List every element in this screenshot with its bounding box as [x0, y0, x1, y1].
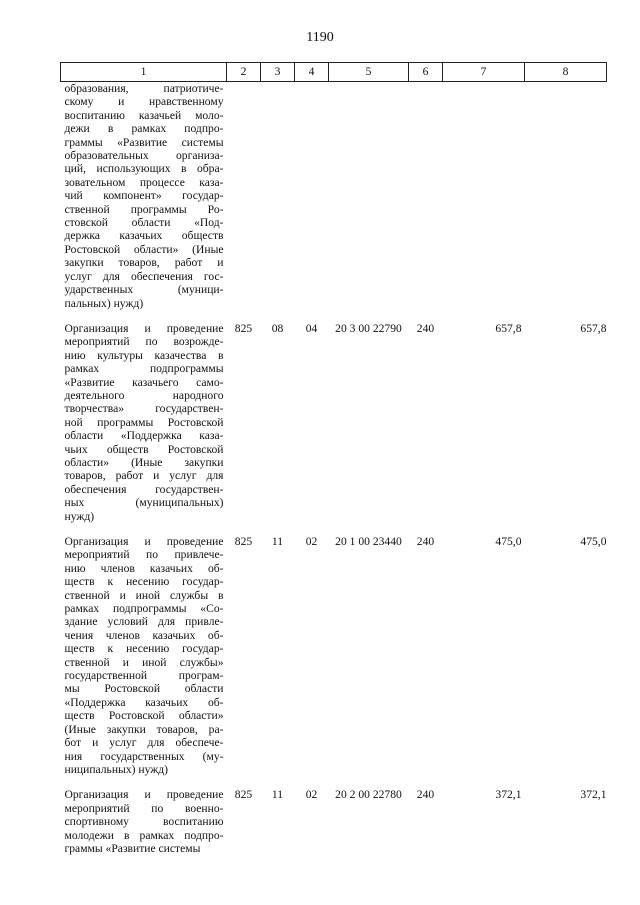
ministry-code-cell: 825 — [234, 535, 253, 548]
row-description — [61, 784, 227, 863]
description-line: области» (Иные закупки — [64, 455, 224, 469]
description-line: области «Поддержка каза- — [64, 429, 224, 443]
description-line: воспитанию казачьей моло- — [64, 108, 224, 122]
description-line: ния государственных (му- — [64, 749, 224, 763]
table-header — [61, 63, 607, 82]
expense-type-cell: 240 — [416, 321, 435, 335]
section-code-cell: 11 — [271, 788, 284, 802]
description-line: мероприятий по военно- — [64, 801, 224, 815]
description-line: нию членов казачьих об- — [64, 561, 224, 575]
description-line: держка казачьих обществ — [64, 229, 224, 243]
amount-cell — [525, 82, 607, 318]
description-line: услуг для обеспечения гос- — [64, 269, 224, 283]
amount-cell: 657,8 — [580, 321, 607, 335]
description-line: ществ к несению государ- — [64, 575, 224, 589]
amount-cell — [443, 82, 525, 318]
description-line: чий компонент» государ- — [64, 189, 224, 203]
description-line: деятельного народного — [64, 388, 224, 402]
description-line: чения членов казачьих об- — [64, 628, 224, 642]
subsection-code-cell: 02 — [305, 788, 318, 802]
description-line: здание условий для привле- — [64, 615, 224, 629]
amount-cell: 475,0 — [495, 535, 522, 548]
subsection-code-cell: 04 — [305, 321, 318, 335]
expense-type-cell: 240 — [416, 535, 435, 548]
description-line: обеспечения государствен- — [64, 482, 224, 496]
description-line: граммы «Развитие системы — [64, 135, 224, 149]
ministry-code-cell: 825 — [234, 788, 253, 802]
target-article-cell: 20 3 00 22790 — [335, 321, 402, 335]
description-line: мероприятий по привлече- — [64, 548, 224, 562]
description-line: зовательном процессе каза- — [64, 175, 224, 189]
subsection-code-cell: 02 — [305, 535, 318, 548]
section-code-cell — [261, 82, 295, 318]
section-code-cell: 11 — [271, 535, 284, 548]
description-line: ственной и иной службы» — [64, 655, 224, 669]
description-line: нию культуры казачества в — [64, 348, 224, 362]
table-row — [61, 531, 607, 784]
row-description — [61, 82, 227, 318]
table-body — [61, 82, 607, 864]
description-line: дежи в рамках подпро- — [64, 122, 224, 136]
description-line: Организация и проведение — [64, 321, 224, 335]
description-line: ственной программы Ро- — [64, 202, 224, 216]
target-article-cell: 20 1 00 23440 — [335, 535, 402, 548]
description-line: рамках подпрограммы — [64, 362, 224, 376]
description-line: граммы «Развитие системы — [64, 841, 201, 855]
expense-type-cell — [409, 82, 443, 318]
description-line: Ростовской области» (Иные — [64, 242, 224, 256]
description-line: ной программы Ростовской — [64, 415, 224, 429]
table-row — [61, 318, 607, 531]
description-line: ций, использующих в обра- — [64, 162, 224, 176]
description-line: ществ Ростовской области» — [64, 709, 224, 723]
description-line: ственной и иной службы в — [64, 588, 224, 602]
ministry-code-cell: 825 — [234, 321, 253, 335]
subsection-code-cell — [295, 82, 329, 318]
column-header: 1 — [61, 63, 227, 82]
description-line: государственной програм- — [64, 669, 224, 683]
target-article-cell: 20 2 00 22780 — [335, 788, 402, 802]
description-line: Организация и проведение — [64, 788, 224, 802]
description-line: ществ к несению государ- — [64, 642, 224, 656]
description-line: ударственных (муници- — [64, 283, 224, 297]
page-number: 1190 — [306, 30, 334, 45]
description-line: закупки товаров, работ и — [64, 256, 224, 270]
description-line: молодежи в рамках подпро- — [64, 828, 224, 842]
description-line: мероприятий по возрожде- — [64, 335, 224, 349]
column-header: 8 — [525, 63, 607, 82]
row-description — [61, 531, 227, 784]
description-line: бот и услуг для обеспече- — [64, 736, 224, 750]
description-line: образования, патриотиче- — [64, 82, 224, 95]
column-header: 7 — [443, 63, 525, 82]
section-code-cell: 08 — [271, 321, 284, 335]
description-line: мы Ростовской области — [64, 682, 224, 696]
description-line: чьих обществ Ростовской — [64, 442, 224, 456]
column-header: 5 — [329, 63, 409, 82]
column-header: 4 — [295, 63, 329, 82]
description-line: ных (муниципальных) — [64, 496, 224, 510]
description-line: «Развитие казачьего само- — [64, 375, 224, 389]
description-line: рамках подпрограммы «Со- — [64, 602, 224, 616]
table-row — [61, 784, 607, 863]
description-line: «Поддержка казачьих об- — [64, 695, 224, 709]
amount-cell: 372,1 — [580, 788, 607, 802]
table-row — [61, 82, 607, 318]
ministry-code-cell — [227, 82, 261, 318]
description-line: пальных) нужд) — [64, 296, 144, 310]
expense-type-cell: 240 — [416, 788, 435, 802]
description-line: ниципальных) нужд) — [64, 762, 169, 776]
description-line: образовательных организа- — [64, 149, 224, 163]
description-line: творчества» государствен- — [64, 402, 224, 416]
description-line: скому и нравственному — [64, 95, 224, 109]
description-line: спортивному воспитанию — [64, 815, 224, 829]
column-header: 3 — [261, 63, 295, 82]
column-header: 2 — [227, 63, 261, 82]
description-line: (Иные закупки товаров, ра- — [64, 722, 224, 736]
target-article-cell — [329, 82, 409, 318]
amount-cell: 475,0 — [580, 535, 607, 548]
budget-table — [60, 62, 607, 863]
amount-cell: 657,8 — [495, 321, 522, 335]
amount-cell: 372,1 — [495, 788, 522, 802]
description-line: стовской области «Под- — [64, 216, 224, 230]
row-description — [61, 318, 227, 531]
column-header: 6 — [409, 63, 443, 82]
description-line: нужд) — [64, 509, 95, 523]
description-line: товаров, работ и услуг для — [64, 469, 224, 483]
description-line: Организация и проведение — [64, 535, 224, 548]
